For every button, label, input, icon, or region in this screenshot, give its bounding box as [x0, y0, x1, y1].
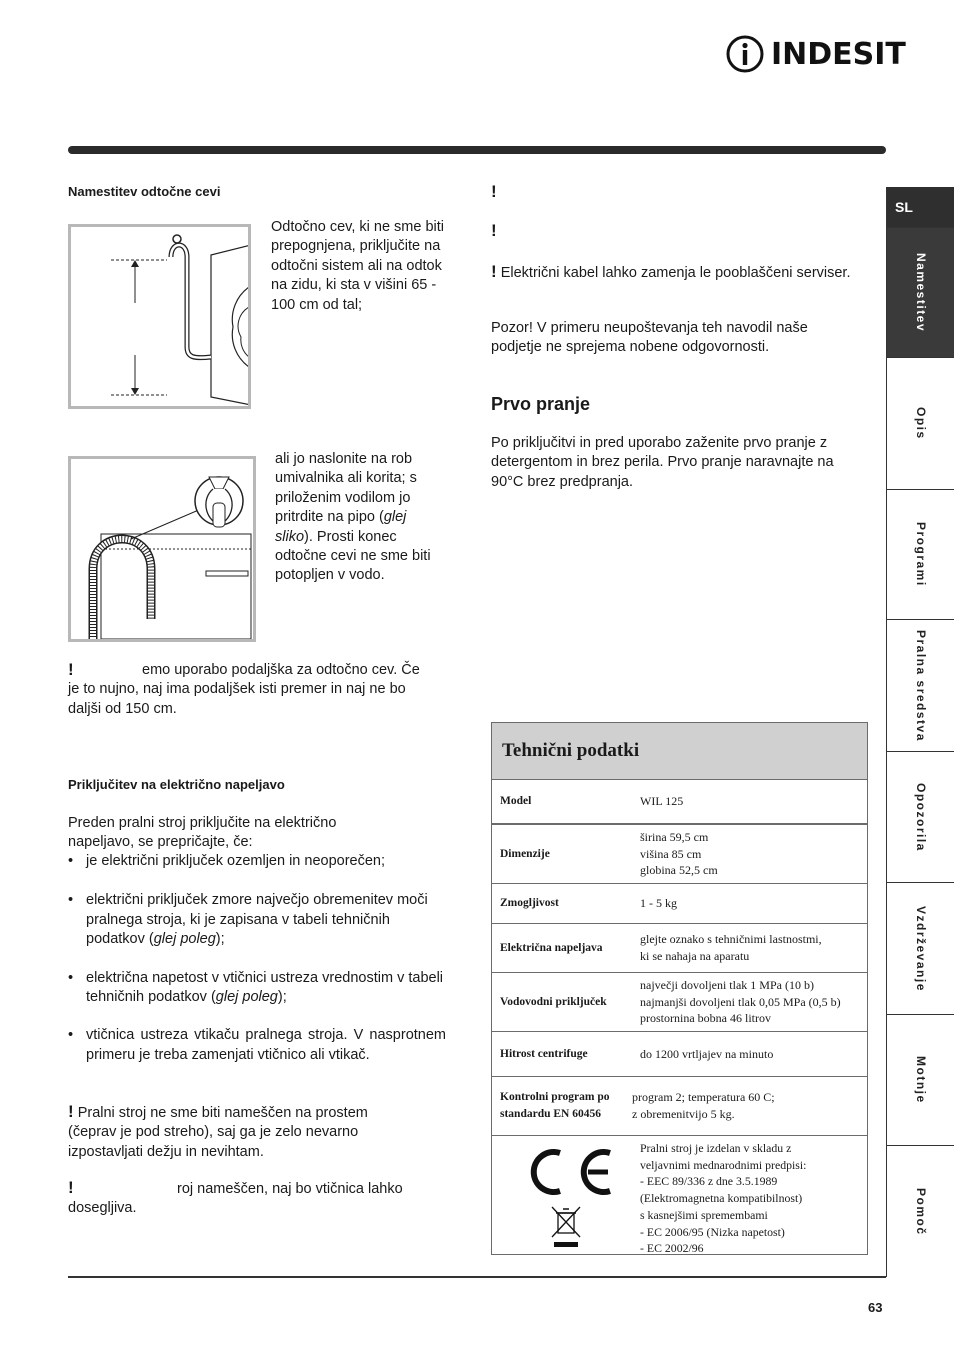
row-label: Kontrolni program po standardu EN 60456	[500, 1091, 610, 1120]
tab-label: Opozorila	[914, 782, 928, 852]
row-label: Vodovodni priključek	[500, 995, 607, 1008]
tab-label: Programi	[914, 522, 928, 587]
row-label: Dimenzije	[500, 847, 550, 860]
tab-pomoc[interactable]	[887, 1146, 954, 1277]
footer-rule	[68, 1276, 886, 1278]
value-line: glejte oznako s tehničnimi lastnostmi,	[640, 932, 822, 947]
outdoor-warning-text: Pralni stroj ne sme biti nameščen na prostem (čeprav je pod streho), saj ga je zelo nevarno izpostavljati dežju in nevihtam.	[68, 1105, 368, 1160]
certification-marks	[492, 1136, 632, 1261]
electric-intro: Preden pralni stroj priključite na električno napeljavo, se prepričajte, če:	[68, 815, 337, 851]
drain-hose-sink-figure	[68, 456, 256, 642]
tab-motnje[interactable]	[887, 1015, 954, 1146]
tab-label: Opis	[914, 407, 928, 440]
ce-mark-icon	[518, 1149, 614, 1195]
tech-data-table	[491, 722, 868, 1255]
value-line: globina 52,5 cm	[640, 863, 718, 878]
tab-label: Vzdrževanje	[914, 905, 928, 992]
value-line: - EEC 89/336 z dne 3.5.1989	[640, 1174, 778, 1189]
drain-hose-wall-text: Odtočno cev, ki ne sme biti prepognjena, priključite na odtočni sistem ali na odtok na zidu, ki sta v višini 65 - 100 cm od tal;	[271, 219, 445, 313]
bullet3-italic: glej poleg	[215, 989, 278, 1006]
table-row	[492, 1136, 867, 1261]
bullet3-end: );	[277, 989, 287, 1006]
tab-label: Pralna sredstva	[914, 629, 928, 742]
row-value	[632, 973, 867, 1031]
value-line: ki se nahaja na aparatu	[640, 949, 750, 963]
tab-language[interactable]	[887, 187, 954, 228]
compliance-text	[632, 1136, 867, 1261]
table-row	[492, 780, 867, 825]
value-line: Pralni stroj je izdelan v skladu z	[640, 1140, 792, 1155]
tab-vzdrzevanje[interactable]	[887, 883, 954, 1015]
table-row	[492, 973, 867, 1032]
value-line: prostornina bobna 46 litrov	[640, 1011, 771, 1026]
first-wash-text: Po priključitvi in pred uporabo zaženite prvo pranje z detergentom in brez perila. Prvo pranje naravnajte na 90°C brez predpranja.	[491, 435, 834, 490]
row-value	[624, 1077, 867, 1135]
value-line: program 2; temperatura 60 C;	[632, 1090, 775, 1105]
table-row	[492, 825, 867, 884]
row-value	[632, 1032, 867, 1076]
section-heading-drain-hose: Namestitev odtočne cevi	[68, 184, 221, 199]
row-value	[632, 884, 867, 923]
tech-table-title: Tehnični podatki	[492, 723, 867, 780]
value-line: veljavnimi mednarodnimi predpisi:	[640, 1157, 807, 1172]
bullet2-italic: glej poleg	[153, 931, 216, 948]
value-line: največji dovoljeni tlak 1 MPa (10 b)	[640, 977, 814, 992]
value-line: do 1200 vrtljajev na minuto	[640, 1046, 774, 1061]
weee-bin-icon	[549, 1205, 583, 1249]
drain-hose-wall-figure	[68, 224, 251, 409]
sink-text-italic: glej sliko	[275, 509, 407, 545]
value-line: širina 59,5 cm	[640, 829, 709, 844]
page-number: 63	[868, 1300, 883, 1315]
section-heading-electric: Priključitev na električno napeljavo	[68, 777, 285, 792]
warning-mark: !	[68, 1102, 74, 1121]
section-tabs	[886, 187, 954, 1277]
outdoor-warning	[68, 1102, 413, 1162]
warning-mark: !	[68, 660, 74, 679]
warning-mark: !	[491, 221, 497, 240]
tab-label: Namestitev	[914, 252, 928, 333]
table-row	[492, 1032, 867, 1077]
warning-mark: !	[68, 1178, 74, 1197]
tab-label: Pomoč	[914, 1187, 928, 1236]
row-label: Električna napeljava	[500, 941, 603, 954]
socket-access-text: roj nameščen, naj bo vtičnica lahko dosegljiva.	[68, 1181, 403, 1217]
value-line: 1 - 5 kg	[640, 896, 677, 911]
header-rule	[68, 146, 886, 154]
sink-text-part-b: ). Prosti konec odtočne cevi ne sme biti potopljen v vodo.	[275, 528, 431, 584]
tab-label: SL	[895, 199, 913, 215]
tab-opis[interactable]	[887, 358, 954, 490]
table-row	[492, 884, 867, 924]
value-line: - EC 2002/96	[640, 1241, 704, 1256]
value-line: WIL 125	[640, 794, 684, 809]
row-label: Model	[500, 795, 532, 807]
brand-wordmark: INDESIT	[771, 36, 906, 72]
tab-label: Motnje	[914, 1056, 928, 1104]
first-wash-heading: Prvo pranje	[491, 394, 591, 414]
table-row	[492, 924, 867, 973]
indesit-i-icon	[725, 34, 765, 74]
value-line: z obremenitvijo 5 kg.	[632, 1107, 735, 1121]
list-item	[68, 969, 446, 1008]
electric-checklist	[68, 852, 446, 1065]
row-value	[632, 825, 867, 883]
value-line: najmanjši dovoljeni tlak 0,05 MPa (0,5 b)	[640, 994, 841, 1009]
drain-hose-sink-text	[275, 450, 447, 586]
tab-opozorila[interactable]	[887, 752, 954, 883]
bullet3-text: električna napetost v vtičnici ustreza vrednostim v tabeli tehničnih podatkov (	[86, 969, 444, 1006]
cable-note-text: Električni kabel lahko zamenja le pooblaščeni serviser.	[500, 265, 851, 281]
value-line: - EC 2006/95 (Nizka napetost)	[640, 1224, 785, 1239]
bullet2-text: električni priključek zmore največjo obremenitev moči pralnega stroja, ki je zapisana v tabeli tehničnih podatkov (	[86, 892, 428, 948]
cable-note	[491, 262, 851, 283]
row-value	[632, 924, 867, 972]
extension-warning-text: emo uporabo podaljška za odtočno cev. Če je to nujno, naj ima podaljšek isti premer in naj ne bo daljši od 150 cm.	[68, 662, 420, 717]
tab-namestitev[interactable]	[887, 228, 954, 358]
row-label: Zmogljivost	[500, 897, 559, 909]
liability-caution: Pozor! V primeru neupoštevanja teh navodil naše podjetje ne sprejema nobene odgovornosti.	[491, 320, 808, 356]
row-label: Hitrost centrifuge	[500, 1047, 588, 1060]
bullet2-end: );	[215, 931, 225, 948]
sink-text-part-a: ali jo naslonite na rob umivalnika ali korita; s priloženim vodilom jo pritrdite na pipo (	[275, 451, 417, 526]
row-value	[632, 780, 867, 823]
list-item: • vtičnica ustreza vtikaču pralnega stroja. V nasprotnem primeru je treba zamenjati vtičnico ali vtikač.	[68, 1026, 446, 1065]
list-item	[68, 891, 446, 949]
table-row	[492, 1077, 867, 1136]
list-item: • je električni priključek ozemljen in neoporečen;	[68, 852, 446, 871]
tab-pralna-sredstva[interactable]	[887, 620, 954, 752]
value-line: višina 85 cm	[640, 846, 702, 861]
value-line: (Elektromagnetna kompatibilnost)	[640, 1191, 803, 1206]
brand-logo	[725, 34, 906, 74]
value-line: s kasnejšimi spremembami	[640, 1207, 768, 1222]
warning-mark: !	[491, 262, 497, 281]
warning-mark: !	[491, 182, 497, 201]
tab-programi[interactable]	[887, 490, 954, 620]
